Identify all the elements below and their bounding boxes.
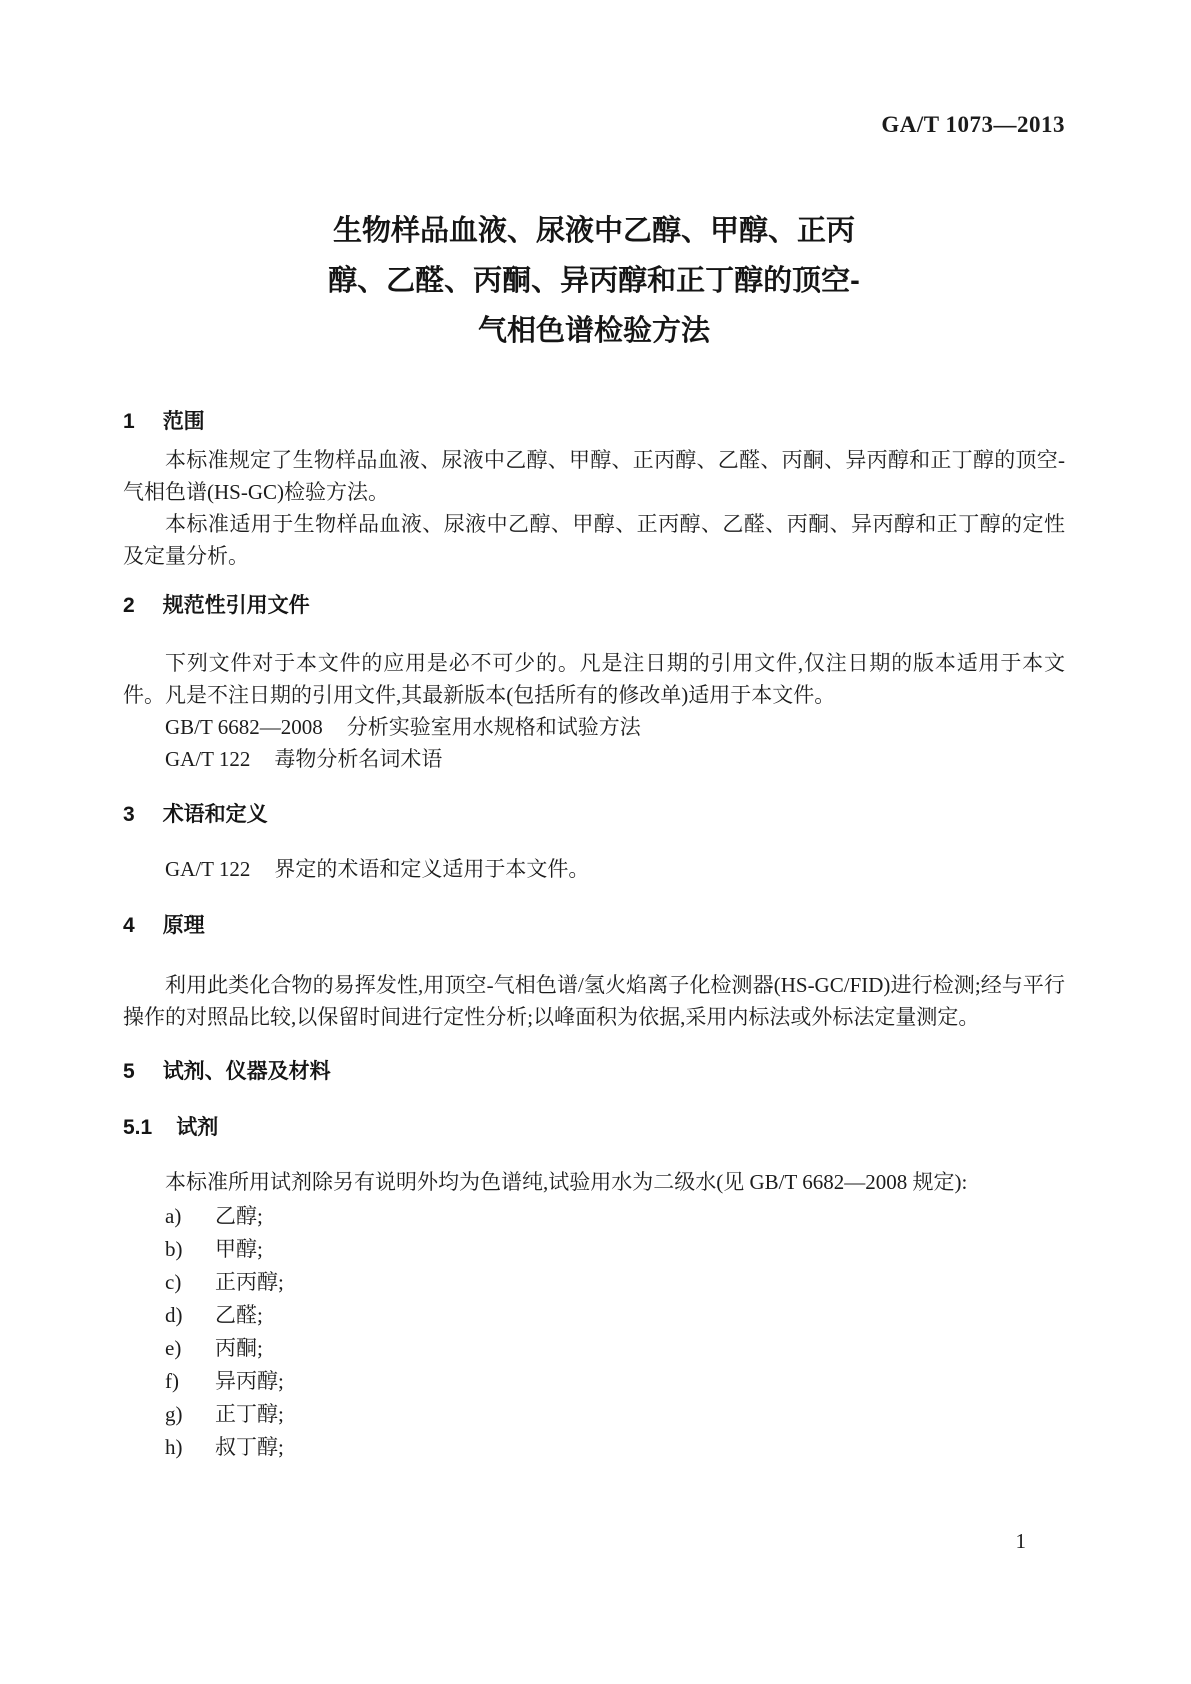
list-marker: h) (165, 1435, 183, 1459)
section-number: 5 (123, 1060, 135, 1083)
list-marker: g) (165, 1402, 183, 1426)
list-text: 乙醛; (215, 1303, 263, 1327)
list-item (165, 1398, 1065, 1431)
list-item (165, 1431, 1065, 1464)
list-text: 正丁醇; (215, 1402, 284, 1426)
section-number: 3 (123, 803, 135, 826)
section-number: 1 (123, 410, 135, 433)
paragraph: 本标准规定了生物样品血液、尿液中乙醇、甲醇、正丙醇、乙醛、丙酮、异丙醇和正丁醇的顶空-气相色谱(HS-GC)检验方法。 (123, 448, 1065, 504)
subsection-reagents (123, 1114, 1065, 1464)
reference-code: GA/T 122 (165, 747, 251, 771)
list-marker: c) (165, 1270, 182, 1294)
section-number: 2 (123, 594, 135, 617)
list-item (165, 1365, 1065, 1398)
list-text: 甲醇; (215, 1237, 263, 1261)
list-item (165, 1299, 1065, 1332)
section-terms-definitions (123, 801, 1065, 885)
list-item (165, 1200, 1065, 1233)
list-marker: e) (165, 1336, 182, 1360)
title-line-2: 醇、乙醛、丙酮、异丙醇和正丁醇的顶空- (328, 265, 860, 297)
section-heading (123, 801, 1065, 829)
list-text: 正丙醇; (215, 1270, 284, 1294)
standard-code: GA/T 1073—2013 (881, 112, 1065, 137)
list-marker: b) (165, 1237, 183, 1261)
normative-reference (123, 743, 1065, 775)
list-marker: d) (165, 1303, 183, 1327)
list-text: 叔丁醇; (215, 1435, 284, 1459)
list-item (165, 1266, 1065, 1299)
section-heading (123, 1058, 1065, 1086)
document-title (123, 206, 1065, 356)
title-line-3: 气相色谱检验方法 (477, 315, 710, 347)
reference-name: 分析实验室用水规格和试验方法 (346, 715, 641, 739)
section-title: 术语和定义 (162, 803, 268, 826)
list-item (165, 1233, 1065, 1266)
reagent-list (123, 1200, 1065, 1464)
section-normative-references (123, 592, 1065, 775)
section-number: 4 (123, 914, 135, 937)
section-title: 原理 (162, 914, 205, 937)
section-title: 范围 (162, 410, 205, 433)
reference-name: 毒物分析名词术语 (274, 747, 443, 771)
list-text: 异丙醇; (215, 1369, 284, 1393)
subsection-number: 5.1 (123, 1116, 153, 1139)
section-reagents-instruments-materials (123, 1058, 1065, 1464)
paragraph (123, 853, 1065, 885)
paragraph: 下列文件对于本文件的应用是必不可少的。凡是注日期的引用文件,仅注日期的版本适用于本文件。凡是不注日期的引用文件,其最新版本(包括所有的修改单)适用于本文件。 (123, 651, 1065, 707)
paragraph: 本标准所用试剂除另有说明外均为色谱纯,试验用水为二级水(见 GB/T 6682—2008 规定): (165, 1170, 968, 1194)
list-marker: f) (165, 1369, 179, 1393)
paragraph-text: 界定的术语和定义适用于本文件。 (274, 857, 590, 881)
page-content (123, 112, 1065, 1464)
section-principle (123, 912, 1065, 1033)
section-heading (123, 912, 1065, 940)
section-heading (123, 408, 1065, 436)
title-line-1: 生物样品血液、尿液中乙醇、甲醇、正丙 (332, 215, 855, 247)
list-text: 乙醇; (215, 1204, 263, 1228)
list-item (165, 1332, 1065, 1365)
subsection-title: 试剂 (176, 1116, 219, 1139)
reference-code: GA/T 122 (165, 857, 251, 881)
page-number: 1 (1015, 1529, 1026, 1553)
section-title: 试剂、仪器及材料 (162, 1060, 331, 1083)
list-marker: a) (165, 1204, 182, 1228)
paragraph: 利用此类化合物的易挥发性,用顶空-气相色谱/氢火焰离子化检测器(HS-GC/FID)进行检测;经与平行操作的对照品比较,以保留时间进行定性分析;以峰面积为依据,采用内标法或外标法定量测定。 (123, 973, 1065, 1029)
list-text: 丙酮; (215, 1336, 263, 1360)
normative-reference (123, 711, 1065, 743)
section-scope (123, 408, 1065, 572)
section-heading (123, 592, 1065, 620)
subsection-heading (123, 1114, 1065, 1142)
reference-code: GB/T 6682—2008 (165, 715, 323, 739)
paragraph: 本标准适用于生物样品血液、尿液中乙醇、甲醇、正丙醇、乙醛、丙酮、异丙醇和正丁醇的定性及定量分析。 (123, 512, 1065, 568)
section-title: 规范性引用文件 (162, 594, 310, 617)
